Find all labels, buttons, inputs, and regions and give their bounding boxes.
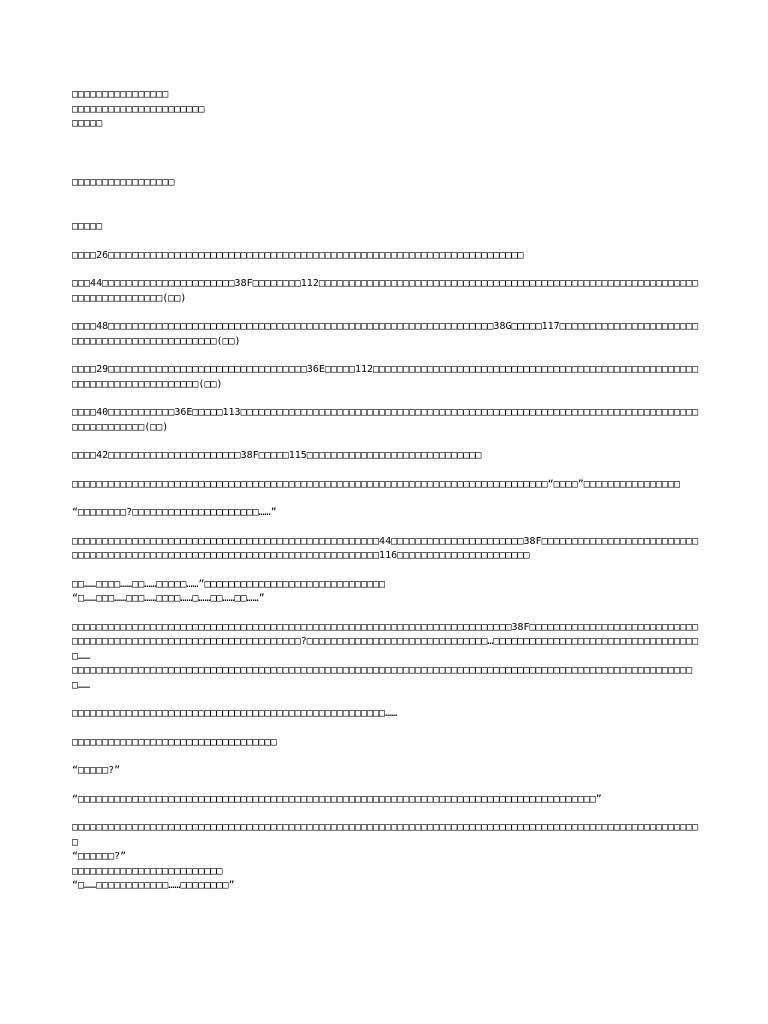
paragraph-10: □□……□□□□……□□……□□□□□……”□□□□□□□□□□□□□□□□□□□□□□□□□□□□□□ “□……□□□……□□□……□□□□……□……□□……□□……” (72, 578, 386, 604)
paragraph-5: □□□□40□□□□□□□□□□□36E□□□□□113□□□□□□□□□□□□□□□□□□□□□□□□□□□□□□□□□□□□□□□□□□□□□□□□□□□□□□□□□□□□□□□□□□□□□□□□□□□□□□□□□□□□□□□□(□□) (72, 407, 699, 433)
header-line-3: □□□□□ (72, 118, 103, 129)
paragraph-13: □□□□□□□□□□□□□□□□□□□□□□□□□□□□□□□□□□ (72, 736, 277, 748)
paragraph-1: □□□□26□□□□□□□□□□□□□□□□□□□□□□□□□□□□□□□□□□□□□□□□□□□□□□□□□□□□□□□□□□□□□□□□□□□□□ (72, 249, 524, 261)
paragraph-9: □□□□□□□□□□□□□□□□□□□□□□□□□□□□□□□□□□□□□□□□□□□□□□□□□□□44□□□□□□□□□□□□□□□□□□□□□□38F□□□□□□□□□□□□□□□□□□□□□□□□□□□□□□□□□□□□□□□□□□□□□□□□□□□□□□□□□□□□□□□□□□□□□□□□□□□□□116□□□□□□□□□□□□□□□□□□□□□□ (72, 535, 699, 561)
paragraph-3: □□□□48□□□□□□□□□□□□□□□□□□□□□□□□□□□□□□□□□□□□□□□□□□□□□□□□□□□□□□□□□□□□□□□□38G□□□□□117□□□□□□□□□□□□□□□□□□□□□□□□□□□□□□□□□□□□□□□□□□□□□□□(□□) (72, 321, 699, 347)
paragraph-11: □□□□□□□□□□□□□□□□□□□□□□□□□□□□□□□□□□□□□□□□□□□□□□□□□□□□□□□□□□□□□□□□□□□□□□□□□38F□□□□□□□□□□□□□□□□□□□□□□□□□□□□□□□□□□□□□□□□□□□□□□□□□□□□□□□□□□□□□□□□□□?□□□□□□□□□□□□□□□□□□□□□□□□□□□□□□…□□□□□□□□□□□□□□□□□□□□□□□□□□□□□□□□□□□…… □□□□□□□□□□□□□□□□□□□□□□□□□□□□□□□□□□□□□□□□□□□□□□□□□□□□□□□□□□□□□□□□□□□□□□□□□□□□□□□□□□□□□□□□□□□□□□□□□□□□□□□□…… (72, 621, 699, 691)
paragraph-14: “□□□□□?” (72, 765, 121, 776)
subtitle: □□□□□□□□□□□□□□□□□ (72, 176, 175, 188)
header-line-2: □□□□□□□□□□□□□□□□□□□□□□ (72, 103, 205, 115)
paragraph-8: “□□□□□□□□?□□□□□□□□□□□□□□□□□□□□□……” (72, 507, 277, 518)
paragraph-4: □□□□29□□□□□□□□□□□□□□□□□□□□□□□□□□□□□□□□□36E□□□□□112□□□□□□□□□□□□□□□□□□□□□□□□□□□□□□□□□□□□□□□□□□□□□□□□□□□□□□□□□□□□□□□□□□□□□□□□□□□(□□) (72, 364, 699, 390)
paragraph-6: □□□□42□□□□□□□□□□□□□□□□□□□□□□38F□□□□□115□□□□□□□□□□□□□□□□□□□□□□□□□□□□□ (72, 450, 482, 461)
section-title: □□□□□ (72, 221, 103, 232)
paragraph-2: □□□44□□□□□□□□□□□□□□□□□□□□□□38F□□□□□□□□112□□□□□□□□□□□□□□□□□□□□□□□□□□□□□□□□□□□□□□□□□□□□□□□□□□□□□□□□□□□□□□□□□□□□□□□□□□□□□□(□□) (72, 278, 699, 304)
paragraph-7: □□□□□□□□□□□□□□□□□□□□□□□□□□□□□□□□□□□□□□□□□□□□□□□□□□□□□□□□□□□□□□□□□□□□□□□□□□□□□□□“□□□□”□□□□□□□□□□□□□□□□ (72, 478, 681, 490)
paragraph-16: □□□□□□□□□□□□□□□□□□□□□□□□□□□□□□□□□□□□□□□□□□□□□□□□□□□□□□□□□□□□□□□□□□□□□□□□□□□□□□□□□□□□□□□□□□□□□□□□□□□□□□□□□ “□□□□□□?” □□□□□□□□□□□□□□□□□□□□□□□□□ “□……□□□□□□□□□□□□……□□□□□□□□” (72, 822, 699, 891)
paragraph-12: □□□□□□□□□□□□□□□□□□□□□□□□□□□□□□□□□□□□□□□□□□□□□□□□□□□□…… (72, 708, 398, 719)
document-page (72, 88, 704, 894)
paragraph-15: “□□□□□□□□□□□□□□□□□□□□□□□□□□□□□□□□□□□□□□□□□□□□□□□□□□□□□□□□□□□□□□□□□□□□□□□□□□□□□□□□□□□□□□” (72, 793, 602, 805)
header-line-1: □□□□□□□□□□□□□□□□ (72, 89, 169, 100)
